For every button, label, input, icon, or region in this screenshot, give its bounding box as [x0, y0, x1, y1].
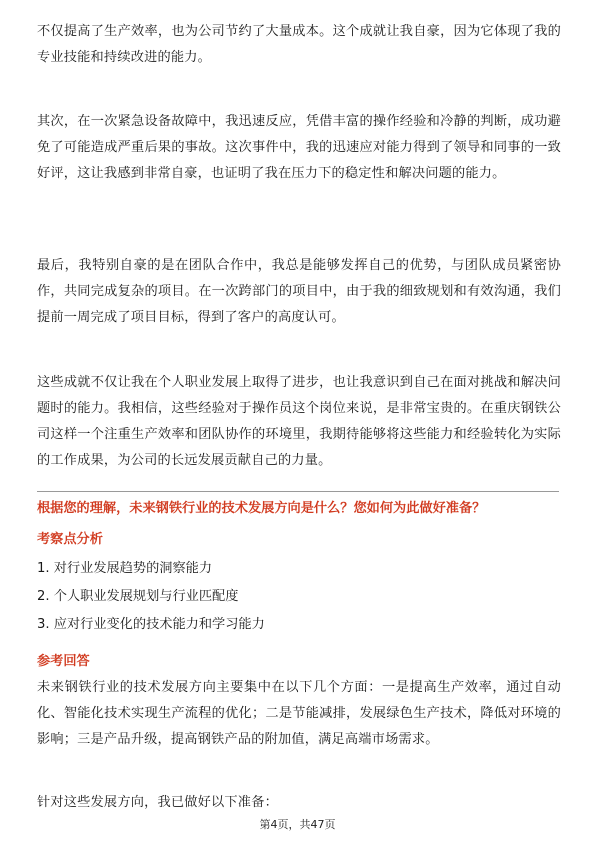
- analysis-item: 2. 个人职业发展规划与行业匹配度: [37, 589, 239, 604]
- body-paragraph: 最后，我特别自豪的是在团队合作中，我总是能够发挥自己的优势，与团队成员紧密协作，共同完成复杂的项目。在一次跨部门的项目中，由于我的细致规划和有效沟通，我们提前一周完成了项目目标，得到了客户的高度认可。: [37, 258, 561, 325]
- section-divider: [37, 491, 559, 492]
- analysis-item: 1. 对行业发展趋势的洞察能力: [37, 561, 213, 576]
- analysis-item: 3. 应对行业变化的技术能力和学习能力: [37, 617, 265, 632]
- question-heading: 根据您的理解，未来钢铁行业的技术发展方向是什么？您如何为此做好准备？: [37, 501, 486, 516]
- answer-paragraph: 未来钢铁行业的技术发展方向主要集中在以下几个方面：一是提高生产效率，通过自动化、智能化技术实现生产流程的优化；二是节能减排，发展绿色生产技术，降低对环境的影响；三是产品升级，提高钢铁产品的附加值，满足高端市场需求。: [37, 680, 561, 747]
- answer-paragraph: 针对这些发展方向，我已做好以下准备：: [37, 795, 278, 810]
- body-paragraph: 其次，在一次紧急设备故障中，我迅速反应，凭借丰富的操作经验和冷静的判断，成功避免了可能造成严重后果的事故。这次事件中，我的迅速应对能力得到了领导和同事的一致好评，这让我感到非常自豪，也证明了我在压力下的稳定性和解决问题的能力。: [37, 114, 561, 181]
- body-paragraph: 不仅提高了生产效率，也为公司节约了大量成本。这个成就让我自豪，因为它体现了我的专业技能和持续改进的能力。: [37, 24, 561, 65]
- answer-heading: 参考回答: [37, 654, 90, 669]
- analysis-heading: 考察点分析: [37, 532, 103, 547]
- body-paragraph: 这些成就不仅让我在个人职业发展上取得了进步，也让我意识到自己在面对挑战和解决问题时的能力。我相信，这些经验对于操作员这个岗位来说，是非常宝贵的。在重庆钢铁公司这样一个注重生产效率和团队协作的环境里，我期待能够将这些能力和经验转化为实际的工作成果，为公司的长远发展贡献自己的力量。: [37, 375, 561, 468]
- page-number: 第4页，共47页: [259, 818, 336, 831]
